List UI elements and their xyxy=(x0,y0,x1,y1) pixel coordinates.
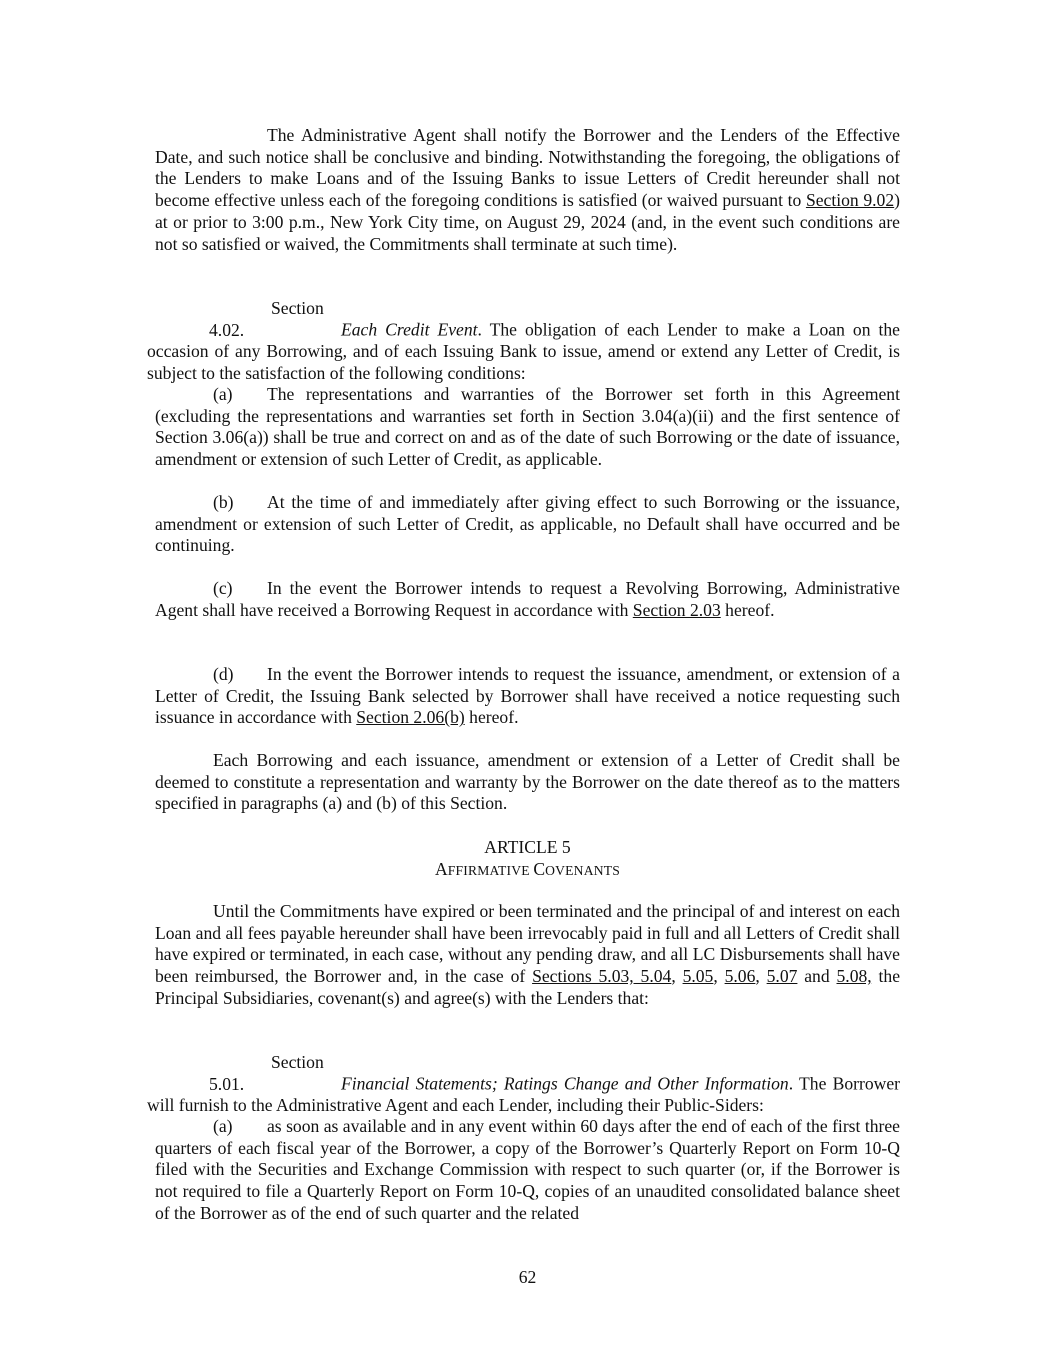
section-ref-2-06b: Section 2.06(b) xyxy=(356,707,465,728)
section-ref-5-08: 5.08, xyxy=(836,966,872,987)
deemed-representation-paragraph: Each Borrowing and each issuance, amendment or extension of a Letter of Credit shall be deemed to constitute a representation and warranty by the Borrower on the date thereof as to the matters specified in paragraphs (a) and (b) of this Section. xyxy=(155,750,900,814)
section-title: Financial Statements; Ratings Change and Other Information xyxy=(341,1073,789,1094)
section-title: Each Credit Event xyxy=(341,319,478,340)
covenant-intro-paragraph: Until the Commitments have expired or been terminated and the principal of and interest on each Loan and all fees payable hereunder shall have been irrevocably paid in full and all Letters of Credit shall have expired or terminated, in each case, without any pending draw, and all LC Disbursements shall have been reimbursed, the Borrower and, in the case of Sections 5.03, 5.04, 5.05, 5.06, 5.07 and 5.08, the Principal Subsidiaries, covenant(s) and agree(s) with the Lenders that: xyxy=(155,901,901,1008)
section-ref-9-02: Section 9.02 xyxy=(805,190,895,211)
quarterly-report-paragraph: (a) as soon as available and in any event within 60 days after the end of each of the first three quarters of each fiscal year of the Borrower, a copy of the Borrower’s Quarterly Report on Form 10-Q filed with the Securities and Exchange Commission with respect to such quarter (or, if the Borrower is not required to file a Quarterly Report on Form 10-Q, copies of an unaudited consolidated balance sheet of the Borrower as of the end of such quarter and the related xyxy=(155,1116,900,1223)
section-ref-5-07: 5.07 xyxy=(766,966,798,987)
paragraph-label: (d) xyxy=(213,664,234,684)
paragraph-label: (b) xyxy=(213,492,234,512)
section-4-02-paragraph: Section 4.02. Each Credit Event. The obligation of each Lender to make a Loan on the occasion of any Borrowing, and of each Issuing Bank to issue, amend or extend any Letter of Credit, is subject to the satisfaction of the following conditions: xyxy=(147,298,900,384)
condition-c-paragraph: (c) In the event the Borrower intends to request a Revolving Borrowing, Administrative Agent shall have received a Borrowing Request in accordance with Section 2.03 hereof. xyxy=(155,578,900,620)
section-ref-5-06: 5.06 xyxy=(724,966,756,987)
paragraph-label: (a) xyxy=(213,1116,233,1136)
condition-a-paragraph: (a) The representations and warranties of the Borrower set forth in this Agreement (excluding the representations and warranties set forth in Section 3.04(a)(ii) and the first sentence of Section 3.06(a)) shall be true and correct on and as of the date of such Borrowing or the date of issuance, amendment or extension of such Letter of Credit, as applicable. xyxy=(155,384,900,470)
paragraph-label: (a) xyxy=(213,384,233,404)
section-number: Section 4.02. xyxy=(209,298,324,340)
section-number: Section 5.01. xyxy=(209,1052,324,1094)
page-number: 62 xyxy=(518,1267,537,1287)
paragraph-label: (c) xyxy=(213,578,233,598)
section-ref-5-05: 5.05 xyxy=(682,966,714,987)
condition-d-paragraph: (d) In the event the Borrower intends to request the issuance, amendment, or extension of a Letter of Credit, the Issuing Bank selected by Borrower shall have received a notice requesting such issuance in accordance with Section 2.06(b) hereof. xyxy=(155,664,900,728)
article-subheading: AFFIRMATIVE COVENANTS xyxy=(435,859,620,879)
section-ref-5-03-5-04: Sections 5.03, 5.04 xyxy=(532,966,672,987)
condition-b-paragraph: (b) At the time of and immediately after giving effect to such Borrowing or the issuance, amendment or extension of such Letter of Credit, as applicable, no Default shall have occurred and be continuing. xyxy=(155,492,900,556)
section-5-01-paragraph: Section 5.01. Financial Statements; Ratings Change and Other Information. The Borrower will furnish to the Administrative Agent and each Lender, including their Public-Siders: xyxy=(147,1052,901,1116)
article-heading: ARTICLE 5 xyxy=(484,837,571,857)
effective-date-paragraph: The Administrative Agent shall notify the Borrower and the Lenders of the Effective Date, and such notice shall be conclusive and binding. Notwithstanding the foregoing, the obligations of the Lenders to make Loans and of the Issuing Banks to issue Letters of Credit hereunder shall not become effective unless each of the foregoing conditions is satisfied (or waived pursuant to Section 9.02) at or prior to 3:00 p.m., New York City time, on August 29, 2024 (and, in the event such conditions are not so satisfied or waived, the Commitments shall terminate at such time). xyxy=(155,125,901,254)
section-ref-2-03: Section 2.03 xyxy=(632,599,721,620)
